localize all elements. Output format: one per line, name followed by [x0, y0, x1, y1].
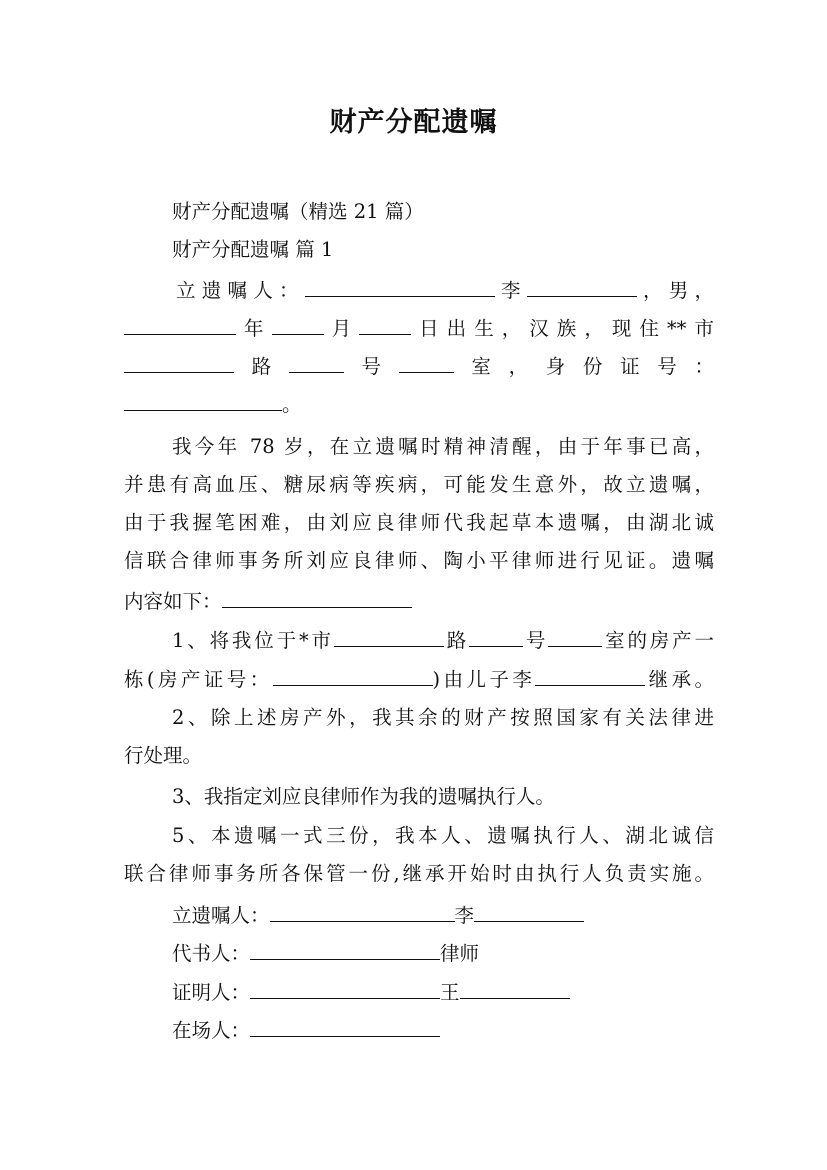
blank-field	[460, 980, 570, 999]
blank-field	[124, 316, 236, 335]
birth-line: 年 月 日出生，汉族，现住**市	[124, 316, 714, 341]
blank-field	[250, 980, 440, 999]
intro-line: 并患有高血压、糖尿病等疾病，可能发生意外，故立遗嘱，	[124, 473, 714, 496]
section-heading: 财产分配遗嘱 篇 1	[172, 238, 334, 261]
item-2-line: 行处理。	[124, 744, 203, 767]
subtitle: 财产分配遗嘱（精选 21 篇）	[172, 200, 424, 223]
blank-field	[334, 628, 444, 647]
item-3-line: 3、我指定刘应良律师作为我的遗嘱执行人。	[172, 785, 555, 808]
blank-field	[399, 354, 454, 373]
blank-field	[548, 628, 602, 647]
signature-present: 在场人：	[172, 1018, 714, 1043]
intro-line: 信联合律师事务所刘应良律师、陶小平律师进行见证。遗嘱	[124, 549, 714, 572]
blank-field	[289, 354, 344, 373]
item-2-line: 2、除上述房产外，我其余的财产按照国家有关法律进	[172, 706, 714, 729]
blank-field	[474, 903, 584, 922]
intro-line: 由于我握笔困难，由刘应良律师代我起草本遗嘱，由湖北诚	[124, 511, 714, 534]
item-1-line: 1、将我位于*市 路 号 室的房产一	[172, 629, 714, 652]
page-title: 财产分配遗嘱	[329, 107, 498, 138]
blank-field	[273, 667, 433, 686]
address-line: 路 号 室，身份证号：	[124, 354, 714, 379]
blank-field	[535, 667, 645, 686]
contents-line: 内容如下：	[124, 589, 714, 614]
blank-field	[527, 278, 637, 297]
blank-field	[250, 941, 440, 960]
signature-witness: 证明人： 王	[172, 980, 714, 1005]
blank-field	[124, 392, 282, 411]
blank-field	[250, 1018, 440, 1037]
testator-line: 立遗嘱人： 李 ，男，	[176, 279, 714, 302]
item-5-line: 联合律师事务所各保管一份,继承开始时由执行人负责实施。	[124, 862, 714, 885]
item-1-line: 栋(房产证号： )由儿子李 继承。	[124, 668, 715, 691]
blank-field	[124, 354, 234, 373]
blank-field	[359, 316, 411, 335]
id-line: 。	[124, 392, 714, 417]
blank-field	[222, 589, 412, 608]
blank-field	[469, 628, 523, 647]
signature-drafter: 代书人： 律师	[172, 942, 480, 965]
intro-line: 我今年 78 岁，在立遗嘱时精神清醒，由于年事已高，	[172, 435, 714, 458]
blank-field	[270, 903, 455, 922]
item-5-line: 5、本遗嘱一式三份，我本人、遗嘱执行人、湖北诚信	[172, 824, 714, 847]
blank-field	[272, 316, 324, 335]
signature-testator: 立遗嘱人： 李	[172, 903, 714, 928]
blank-field	[305, 278, 495, 297]
